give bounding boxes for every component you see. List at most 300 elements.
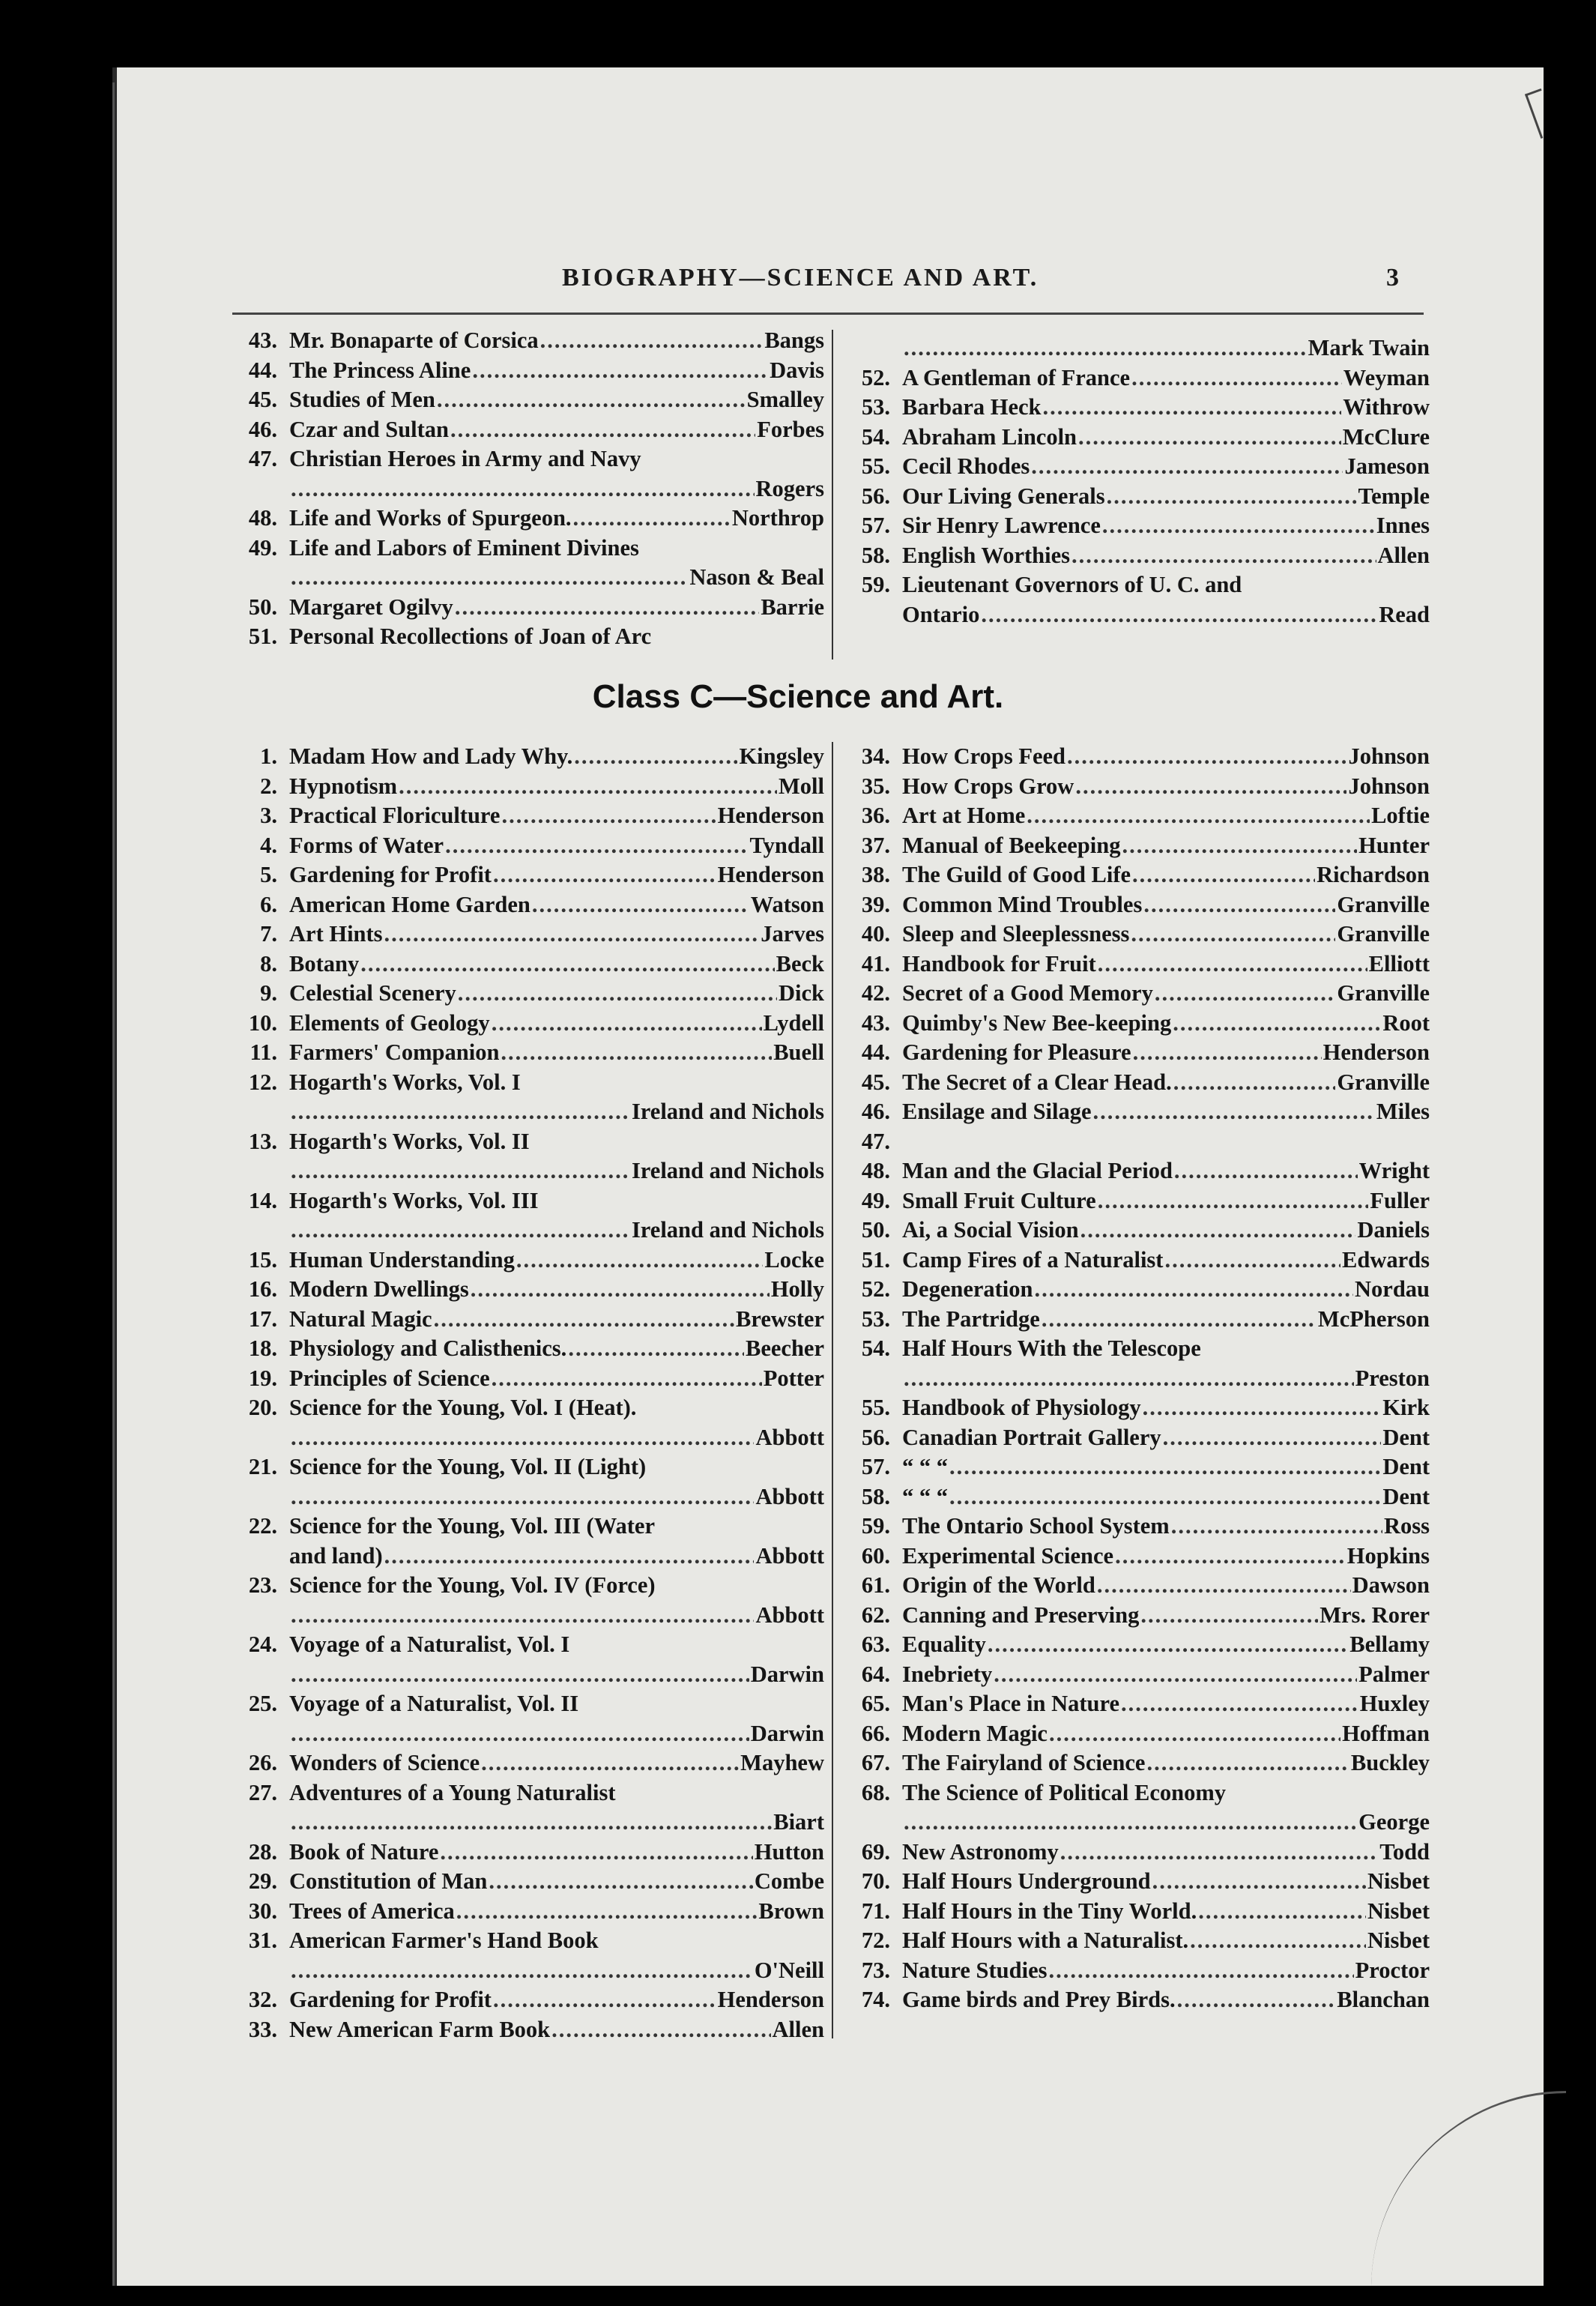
entry-title: Secret of a Good Memory bbox=[902, 980, 1153, 1006]
entry-title: A Gentleman of France bbox=[902, 364, 1131, 390]
entry-title: How Crops Feed bbox=[902, 743, 1066, 769]
list-item bbox=[225, 1985, 824, 2015]
entry-number: 61. bbox=[861, 1572, 890, 1598]
entry-author: Buell bbox=[773, 1039, 824, 1065]
entry-title: “ “ “ bbox=[902, 1454, 948, 1479]
list-item bbox=[225, 563, 824, 593]
leader-dots bbox=[291, 563, 688, 593]
entry-title: Christian Heroes in Army and Navy bbox=[289, 446, 641, 471]
leader-dots bbox=[472, 356, 768, 386]
entry-author: McClure bbox=[1342, 423, 1430, 450]
list-item bbox=[838, 772, 1430, 802]
entry-title: Margaret Ogilvy bbox=[289, 594, 453, 620]
entry-number: 30. bbox=[248, 1898, 277, 1924]
entry-title: Human Understanding bbox=[289, 1246, 515, 1273]
entry-title: Modern Magic bbox=[902, 1720, 1048, 1746]
entry-title: Studies of Men bbox=[289, 387, 435, 412]
leader-dots bbox=[1115, 1542, 1346, 1572]
entry-number: 15. bbox=[248, 1246, 277, 1273]
entry-title: The Guild of Good Life bbox=[902, 862, 1131, 887]
list-item bbox=[838, 333, 1430, 363]
entry-title: Handbook for Fruit bbox=[902, 950, 1096, 977]
leader-dots bbox=[1140, 1601, 1318, 1631]
list-item bbox=[838, 1778, 1430, 1808]
list-item bbox=[225, 326, 824, 356]
list-item bbox=[225, 1423, 824, 1453]
leader-dots bbox=[994, 1660, 1357, 1690]
leader-dots bbox=[1042, 1305, 1317, 1335]
entry-title: “ “ “ bbox=[902, 1483, 948, 1509]
entry-author: Buckley bbox=[1350, 1750, 1430, 1775]
entry-author: Proctor bbox=[1355, 1957, 1430, 1983]
entry-title: Celestial Scenery bbox=[289, 980, 456, 1006]
leader-dots bbox=[904, 1364, 1354, 1394]
leader-dots bbox=[291, 1216, 630, 1246]
list-item bbox=[225, 801, 824, 831]
list-item bbox=[838, 1127, 1430, 1157]
leader-dots bbox=[291, 1660, 749, 1690]
list-item bbox=[838, 1571, 1430, 1601]
list-item bbox=[838, 742, 1430, 772]
entry-author: Abbott bbox=[755, 1602, 824, 1628]
entry-title: Half Hours with a Naturalist. bbox=[902, 1928, 1189, 1953]
leader-dots bbox=[573, 504, 731, 534]
list-item bbox=[838, 860, 1430, 890]
column-divider-top bbox=[832, 330, 833, 659]
entry-author: Ireland and Nichols bbox=[631, 1158, 824, 1183]
list-item bbox=[225, 950, 824, 980]
entry-title: Art at Home bbox=[902, 803, 1026, 828]
list-item bbox=[838, 890, 1430, 920]
leader-dots bbox=[1163, 1423, 1382, 1453]
entry-title: Canadian Portrait Gallery bbox=[902, 1424, 1161, 1450]
entry-number: 65. bbox=[861, 1691, 890, 1716]
entry-author: Dent bbox=[1382, 1424, 1430, 1450]
list-item bbox=[838, 541, 1430, 571]
list-item bbox=[225, 1009, 824, 1039]
leader-dots bbox=[291, 1097, 630, 1127]
entry-title: Gardening for Pleasure bbox=[902, 1039, 1131, 1065]
list-item bbox=[838, 1867, 1430, 1897]
list-item bbox=[838, 393, 1430, 423]
list-item bbox=[838, 1393, 1430, 1423]
entry-number: 54. bbox=[861, 1335, 890, 1361]
leader-dots bbox=[489, 1867, 752, 1897]
entry-title: Voyage of a Naturalist, Vol. II bbox=[289, 1691, 579, 1716]
entry-number: 19. bbox=[248, 1365, 277, 1391]
leader-dots bbox=[434, 1305, 734, 1335]
entry-title: Equality bbox=[902, 1632, 986, 1657]
list-item bbox=[838, 1364, 1430, 1394]
list-item bbox=[838, 1689, 1430, 1719]
leader-dots bbox=[1098, 1186, 1369, 1216]
entry-author: Dick bbox=[779, 980, 824, 1006]
entry-number: 55. bbox=[861, 1395, 890, 1420]
leader-dots bbox=[1107, 482, 1357, 512]
entry-author: Beecher bbox=[746, 1335, 824, 1361]
list-item bbox=[225, 1571, 824, 1601]
entry-author: Ireland and Nichols bbox=[631, 1099, 824, 1124]
entry-title: Lieutenant Governors of U. C. and bbox=[902, 572, 1242, 597]
entry-author: Henderson bbox=[717, 803, 824, 828]
leader-dots bbox=[1146, 1748, 1349, 1778]
entry-number: 63. bbox=[861, 1632, 890, 1657]
entry-author: Bangs bbox=[764, 328, 824, 353]
list-item bbox=[838, 1068, 1430, 1098]
list-item bbox=[838, 1660, 1430, 1690]
entry-number: 42. bbox=[861, 980, 890, 1006]
list-item bbox=[225, 979, 824, 1009]
leader-dots bbox=[291, 1482, 754, 1512]
entry-number: 35. bbox=[861, 773, 890, 799]
entry-title: Origin of the World bbox=[902, 1572, 1095, 1598]
entry-author: Brewster bbox=[736, 1306, 824, 1332]
entry-number: 14. bbox=[248, 1187, 277, 1213]
entry-author: Nisbet bbox=[1367, 1898, 1430, 1924]
entry-author: Moll bbox=[779, 773, 824, 799]
entry-author: Jarves bbox=[761, 921, 824, 947]
entry-author: Abbott bbox=[755, 1424, 824, 1450]
leader-dots bbox=[1132, 860, 1315, 890]
entry-title: Life and Works of Spurgeon. bbox=[289, 505, 572, 531]
entry-title: How Crops Grow bbox=[902, 773, 1074, 799]
list-item bbox=[225, 504, 824, 534]
list-item bbox=[225, 1275, 824, 1305]
entry-number: 56. bbox=[861, 483, 890, 509]
leader-dots bbox=[1067, 742, 1346, 772]
entry-number: 16. bbox=[248, 1276, 277, 1302]
entry-author: Hoffman bbox=[1342, 1720, 1430, 1746]
entry-title: Hogarth's Works, Vol. III bbox=[289, 1187, 539, 1213]
entry-title: Camp Fires of a Naturalist bbox=[902, 1246, 1164, 1273]
entry-author: Allen bbox=[1377, 542, 1430, 568]
entry-number: 69. bbox=[861, 1838, 890, 1865]
entry-author: Henderson bbox=[717, 862, 824, 887]
list-item bbox=[838, 570, 1430, 600]
entry-author: Mayhew bbox=[740, 1750, 824, 1775]
entry-author: Temple bbox=[1358, 483, 1430, 509]
entry-author: Richardson bbox=[1317, 862, 1430, 887]
entry-number: 57. bbox=[861, 1454, 890, 1479]
leader-dots bbox=[501, 801, 716, 831]
entry-author: Brown bbox=[758, 1898, 824, 1924]
entry-title: Sir Henry Lawrence bbox=[902, 513, 1101, 538]
entry-title: Barbara Heck bbox=[902, 394, 1042, 420]
entry-number: 45. bbox=[248, 387, 277, 412]
list-item bbox=[225, 1956, 824, 1986]
leader-dots bbox=[291, 1601, 754, 1631]
leader-dots bbox=[1174, 1156, 1358, 1186]
entry-number: 60. bbox=[861, 1542, 890, 1569]
leader-dots bbox=[1133, 1038, 1322, 1068]
leader-dots bbox=[1190, 1926, 1366, 1956]
entry-author: Smalley bbox=[746, 387, 824, 412]
entry-number: 51. bbox=[248, 624, 277, 649]
entry-author: Dent bbox=[1382, 1483, 1430, 1509]
entry-author: Wright bbox=[1358, 1158, 1430, 1183]
entry-title: Physiology and Calisthenics. bbox=[289, 1335, 567, 1361]
entry-title: The Secret of a Clear Head. bbox=[902, 1069, 1172, 1095]
entry-number: 51. bbox=[861, 1246, 890, 1273]
entry-title: Gardening for Profit bbox=[289, 862, 492, 887]
header-rule bbox=[232, 313, 1424, 315]
entry-number: 49. bbox=[248, 534, 277, 561]
entry-title: Science for the Young, Vol. IV (Force) bbox=[289, 1572, 656, 1598]
entry-number: 66. bbox=[861, 1720, 890, 1746]
entry-number: 59. bbox=[861, 1513, 890, 1539]
leader-dots bbox=[540, 326, 764, 356]
entry-author: Granville bbox=[1337, 921, 1430, 947]
leader-dots bbox=[574, 742, 737, 772]
entry-title: Constitution of Man bbox=[289, 1868, 488, 1894]
entry-title: Voyage of a Naturalist, Vol. I bbox=[289, 1632, 570, 1657]
list-item bbox=[838, 1897, 1430, 1927]
leader-dots bbox=[1080, 1216, 1356, 1246]
entry-number: 31. bbox=[248, 1928, 277, 1953]
entry-author: Ireland and Nichols bbox=[631, 1217, 824, 1243]
list-item bbox=[838, 1482, 1430, 1512]
entry-title: Man and the Glacial Period bbox=[902, 1158, 1173, 1183]
entry-number: 54. bbox=[861, 423, 890, 450]
entry-title: Life and Labors of Eminent Divines bbox=[289, 534, 639, 561]
list-item bbox=[838, 1542, 1430, 1572]
list-item bbox=[838, 1186, 1430, 1216]
leader-dots bbox=[1027, 801, 1370, 831]
entry-author: Rogers bbox=[755, 475, 824, 501]
entry-number: 46. bbox=[248, 416, 277, 442]
leader-dots bbox=[1173, 1068, 1336, 1098]
list-item bbox=[225, 1660, 824, 1690]
entry-author: Preston bbox=[1355, 1365, 1430, 1391]
leader-dots bbox=[492, 1364, 762, 1394]
entry-title: Elements of Geology bbox=[289, 1009, 490, 1036]
entry-author: Biart bbox=[773, 1809, 824, 1835]
entry-author: Nisbet bbox=[1367, 1928, 1430, 1953]
entry-number: 1. bbox=[260, 743, 277, 769]
entry-author: Tyndall bbox=[749, 832, 824, 858]
entry-title: Book of Nature bbox=[289, 1838, 439, 1865]
list-item bbox=[225, 1838, 824, 1868]
leader-dots bbox=[949, 1482, 1381, 1512]
entry-number: 52. bbox=[861, 364, 890, 390]
entry-author: Nisbet bbox=[1367, 1868, 1430, 1894]
leader-dots bbox=[1164, 1246, 1340, 1276]
entry-number: 45. bbox=[861, 1069, 890, 1095]
list-item bbox=[225, 1719, 824, 1749]
leader-dots bbox=[384, 1542, 755, 1572]
list-item bbox=[225, 1926, 824, 1956]
list-item bbox=[225, 474, 824, 504]
leader-dots bbox=[981, 600, 1377, 630]
list-item bbox=[838, 1216, 1430, 1246]
entry-number: 46. bbox=[861, 1099, 890, 1124]
entry-title: Cecil Rhodes bbox=[902, 453, 1030, 479]
entry-number: 67. bbox=[861, 1750, 890, 1775]
leader-dots bbox=[445, 831, 748, 861]
entry-author: O'Neill bbox=[754, 1957, 824, 1983]
entry-title: Forms of Water bbox=[289, 832, 444, 858]
list-item bbox=[838, 1334, 1430, 1364]
entry-author: Hunter bbox=[1358, 832, 1430, 858]
list-item bbox=[838, 1512, 1430, 1542]
leader-dots bbox=[437, 385, 746, 415]
entry-author: Bellamy bbox=[1349, 1632, 1430, 1657]
entry-title: Practical Floriculture bbox=[289, 803, 501, 828]
list-item bbox=[838, 1305, 1430, 1335]
leader-dots bbox=[291, 1719, 749, 1749]
entry-author: Huxley bbox=[1359, 1691, 1430, 1716]
leader-dots bbox=[904, 1808, 1357, 1838]
entry-number: 53. bbox=[861, 394, 890, 420]
entry-number: 23. bbox=[248, 1572, 277, 1598]
entry-number: 59. bbox=[861, 572, 890, 597]
entry-author: Beck bbox=[776, 950, 824, 977]
entry-author: Root bbox=[1382, 1009, 1430, 1036]
leader-dots bbox=[1121, 1689, 1358, 1719]
leader-dots bbox=[988, 1630, 1348, 1660]
list-item bbox=[225, 1867, 824, 1897]
list-item bbox=[225, 1689, 824, 1719]
list-item bbox=[838, 1985, 1430, 2015]
entry-author: Hutton bbox=[754, 1838, 824, 1865]
entry-number: 25. bbox=[248, 1691, 277, 1716]
running-header bbox=[562, 264, 1401, 297]
entry-author: Allen bbox=[772, 2016, 824, 2042]
entry-author: Combe bbox=[754, 1868, 824, 1894]
leader-dots bbox=[1043, 393, 1342, 423]
leader-dots bbox=[1173, 1009, 1381, 1039]
leader-dots bbox=[551, 2015, 770, 2045]
list-item bbox=[838, 1838, 1430, 1868]
list-item bbox=[838, 600, 1430, 630]
entry-title: Hypnotism bbox=[289, 773, 398, 799]
leader-dots bbox=[904, 333, 1307, 363]
leader-dots bbox=[291, 474, 755, 504]
entry-number: 47. bbox=[248, 446, 277, 471]
list-item bbox=[225, 622, 824, 652]
entry-author: Watson bbox=[750, 891, 824, 917]
entry-number: 3. bbox=[260, 803, 277, 828]
list-item bbox=[225, 1542, 824, 1572]
list-item bbox=[838, 363, 1430, 393]
list-item bbox=[838, 1038, 1430, 1068]
leader-dots bbox=[291, 1156, 630, 1186]
entry-author: Todd bbox=[1379, 1838, 1430, 1865]
list-item bbox=[225, 593, 824, 623]
page-number: 3 bbox=[1386, 264, 1401, 292]
list-item bbox=[838, 511, 1430, 541]
entry-number: 62. bbox=[861, 1602, 890, 1628]
entry-number: 28. bbox=[248, 1838, 277, 1865]
list-item bbox=[225, 1512, 824, 1542]
leader-dots bbox=[1177, 1985, 1336, 2015]
entry-number: 13. bbox=[248, 1128, 277, 1154]
entry-title: Principles of Science bbox=[289, 1365, 490, 1391]
leader-dots bbox=[1098, 950, 1367, 980]
entry-number: 21. bbox=[248, 1454, 277, 1479]
entry-title: Small Fruit Culture bbox=[902, 1187, 1096, 1213]
leader-dots bbox=[450, 415, 755, 445]
list-item bbox=[838, 1808, 1430, 1838]
entry-title: American Farmer's Hand Book bbox=[289, 1928, 599, 1953]
entry-title: Our Living Generals bbox=[902, 483, 1105, 509]
leader-dots bbox=[1131, 363, 1342, 393]
entry-number: 10. bbox=[248, 1009, 277, 1036]
list-item bbox=[838, 1630, 1430, 1660]
leader-dots bbox=[1034, 1275, 1353, 1305]
list-item bbox=[838, 1601, 1430, 1631]
entry-author: Withrow bbox=[1343, 394, 1430, 420]
entry-author: Henderson bbox=[1323, 1039, 1430, 1065]
entry-author: Lydell bbox=[763, 1009, 824, 1036]
entry-title: Trees of America bbox=[289, 1898, 455, 1924]
list-item bbox=[838, 1926, 1430, 1956]
entry-number: 43. bbox=[861, 1009, 890, 1036]
entry-number: 34. bbox=[861, 743, 890, 769]
list-item bbox=[225, 831, 824, 861]
leader-dots bbox=[1171, 1512, 1382, 1542]
entry-number: 5. bbox=[260, 862, 277, 887]
leader-dots bbox=[501, 1038, 772, 1068]
entry-number: 22. bbox=[248, 1513, 277, 1539]
leader-dots bbox=[1198, 1897, 1366, 1927]
list-item bbox=[225, 1601, 824, 1631]
list-item bbox=[225, 1334, 824, 1364]
entry-title: and land) bbox=[289, 1542, 383, 1569]
entry-number: 43. bbox=[248, 328, 277, 353]
entry-author: Miles bbox=[1376, 1099, 1430, 1124]
list-item bbox=[838, 1097, 1430, 1127]
entry-number: 18. bbox=[248, 1335, 277, 1361]
entry-title: Modern Dwellings bbox=[289, 1276, 469, 1302]
entry-author: Granville bbox=[1337, 980, 1430, 1006]
list-item bbox=[838, 423, 1430, 453]
entry-author: Elliott bbox=[1368, 950, 1430, 977]
entry-author: George bbox=[1358, 1809, 1430, 1835]
entry-number: 32. bbox=[248, 1987, 277, 2012]
entry-author: Kingsley bbox=[739, 743, 824, 769]
entry-number: 7. bbox=[260, 921, 277, 947]
leader-dots bbox=[1049, 1719, 1340, 1749]
entry-author: Davis bbox=[770, 357, 824, 383]
entry-number: 38. bbox=[861, 862, 890, 887]
entry-author: Granville bbox=[1337, 891, 1430, 917]
leader-dots bbox=[291, 1808, 772, 1838]
entry-author: Abbott bbox=[755, 1542, 824, 1569]
entry-author: Weyman bbox=[1343, 364, 1430, 390]
entry-number: 48. bbox=[861, 1158, 890, 1183]
leader-dots bbox=[1093, 1097, 1375, 1127]
entry-title: Adventures of a Young Naturalist bbox=[289, 1779, 616, 1805]
entry-author: Palmer bbox=[1358, 1661, 1430, 1687]
list-item bbox=[838, 920, 1430, 950]
entry-number: 73. bbox=[861, 1957, 890, 1983]
entry-number: 50. bbox=[861, 1217, 890, 1243]
leader-dots bbox=[456, 1897, 758, 1927]
entry-title: New American Farm Book bbox=[289, 2016, 551, 2042]
entry-author: Jameson bbox=[1344, 453, 1430, 479]
entry-title: Czar and Sultan bbox=[289, 416, 449, 442]
entry-title: Mr. Bonaparte of Corsica bbox=[289, 328, 539, 353]
entry-title: Half Hours With the Telescope bbox=[902, 1335, 1201, 1361]
leader-dots bbox=[1122, 831, 1357, 861]
leader-dots bbox=[1143, 1393, 1382, 1423]
leader-dots bbox=[399, 772, 777, 802]
leader-dots bbox=[440, 1838, 752, 1868]
list-item bbox=[838, 452, 1430, 482]
list-item bbox=[838, 1275, 1430, 1305]
list-item bbox=[225, 772, 824, 802]
